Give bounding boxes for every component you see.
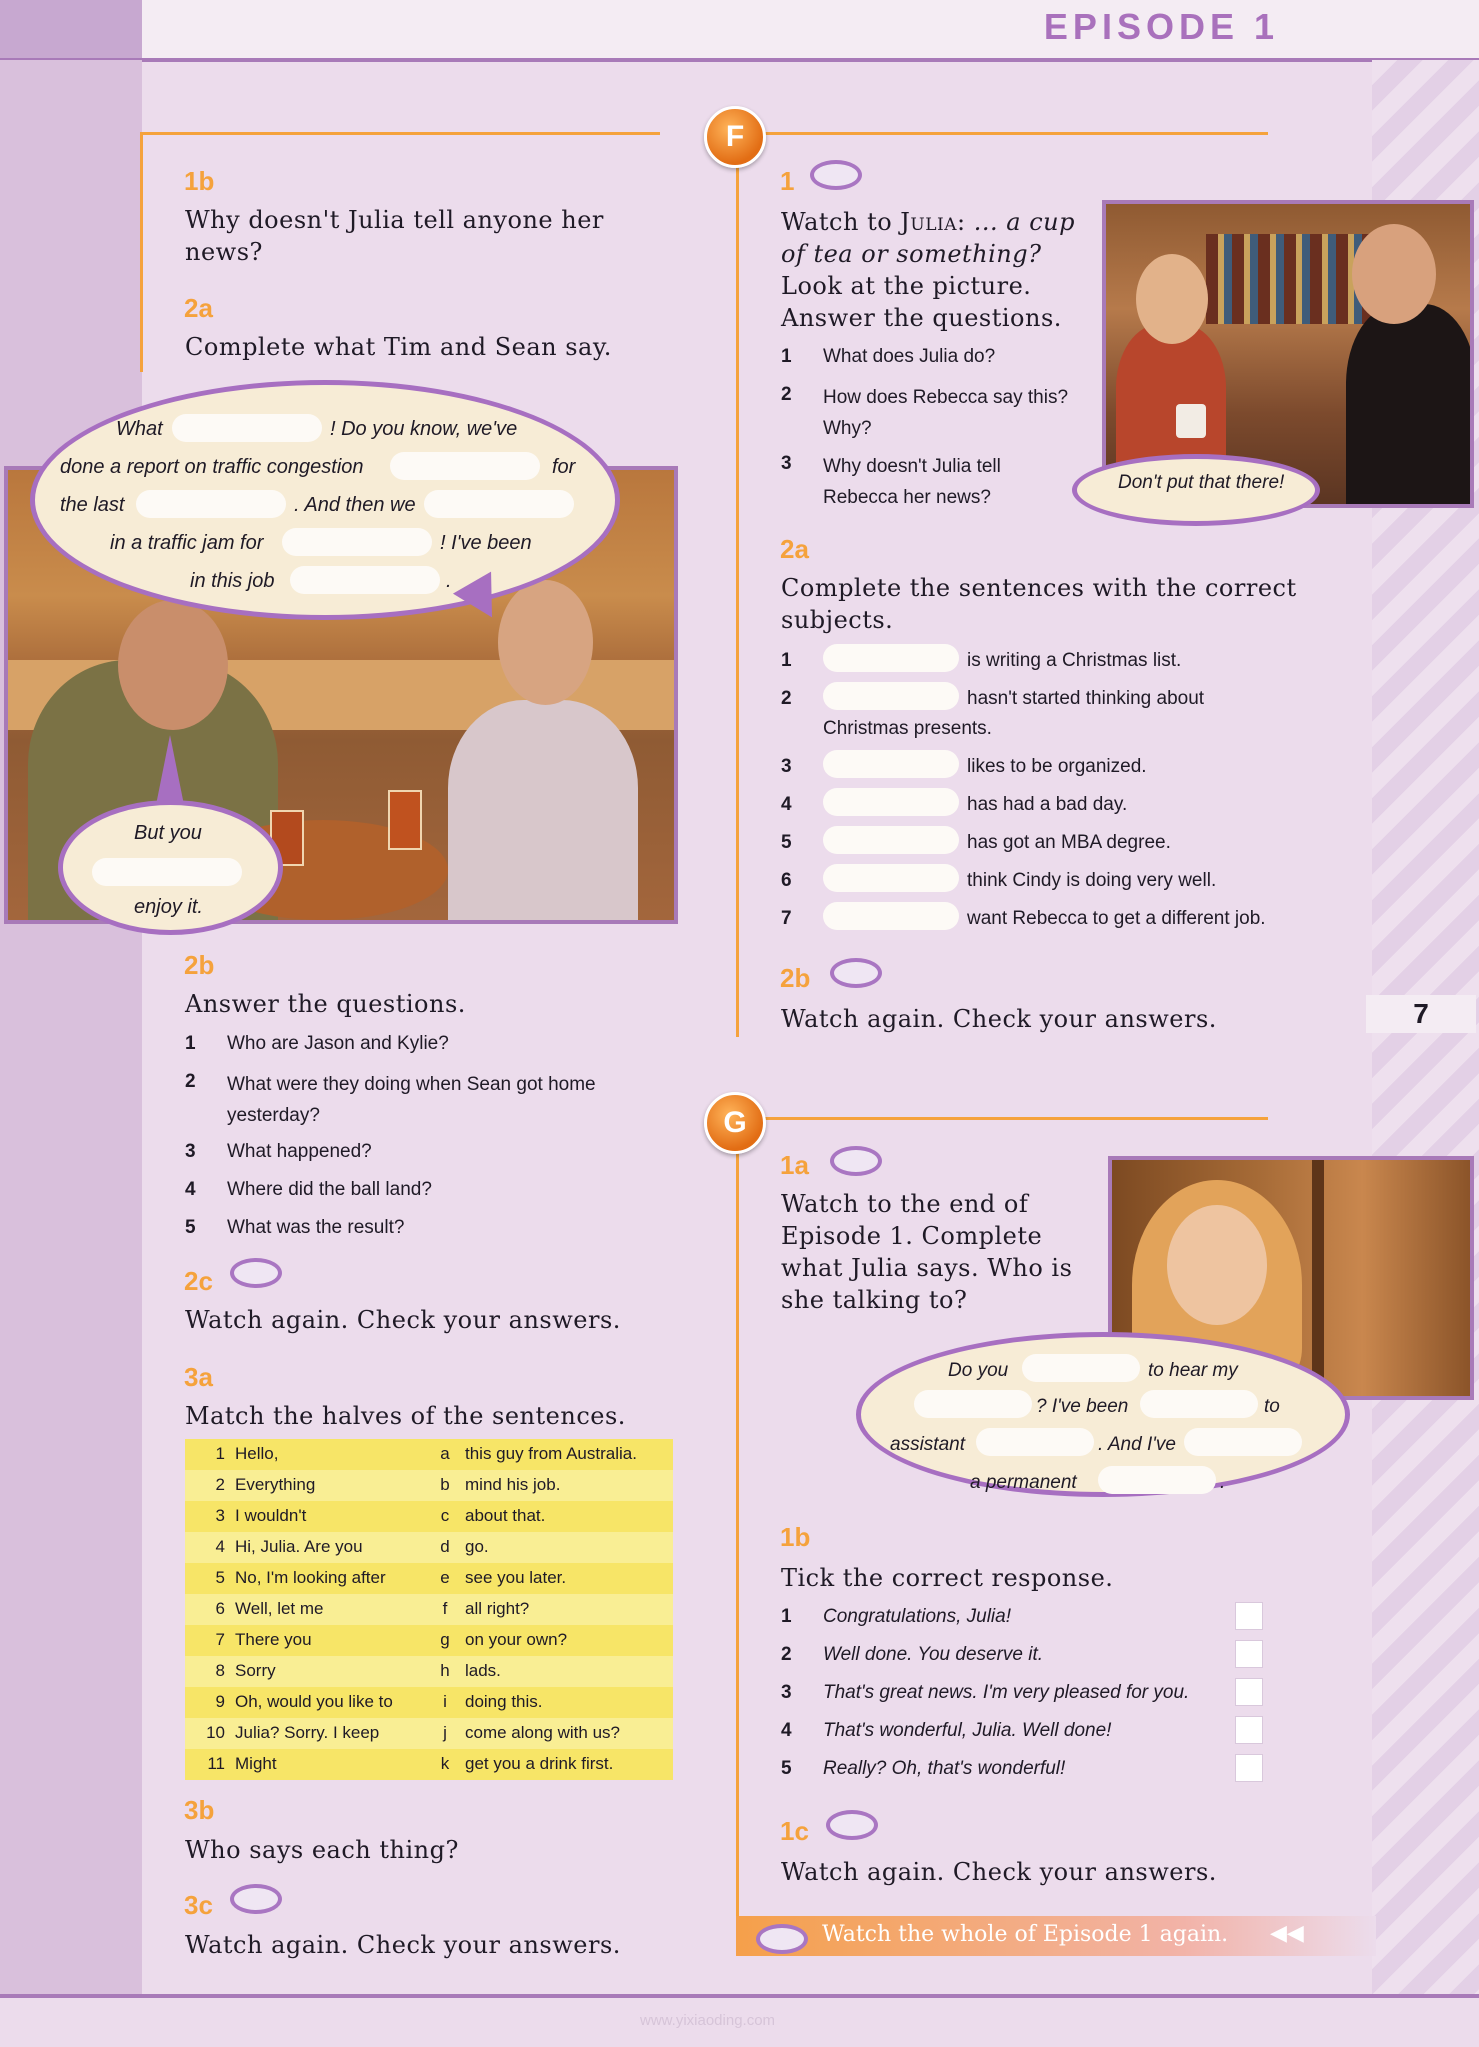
list-item: 2 How does Rebecca say this? Why? [781, 384, 1069, 439]
bubble-text: to hear my [1148, 1360, 1238, 1381]
instruction-heading: Complete what Tim and Sean say. [185, 333, 612, 361]
watermark: www.yixiaoding.com [640, 2012, 776, 2029]
answer-blank[interactable] [823, 826, 959, 854]
answer-blank[interactable] [823, 750, 959, 778]
video-icon [830, 958, 882, 988]
video-icon [810, 160, 862, 190]
section-number: 1c [780, 1816, 809, 1846]
instruction-heading: Answer the questions. [185, 990, 466, 1018]
section-number: 2b [184, 950, 215, 980]
instruction-heading: Why doesn't Julia tell anyone her news? [185, 206, 604, 266]
bubble-text: . And then we [294, 494, 416, 516]
section-f-rule-vertical [736, 132, 739, 1037]
answer-blank[interactable] [290, 566, 440, 594]
table-row: 6 Well, let me f all right? [185, 1594, 673, 1625]
table-row: 5 No, I'm looking after e see you later. [185, 1563, 673, 1594]
answer-blank[interactable] [92, 858, 242, 886]
bookshelf [1206, 234, 1376, 324]
section-f-badge: F [704, 106, 766, 168]
video-icon [756, 1924, 808, 1954]
rebecca [1346, 304, 1474, 504]
table-row: 1 Hello, a this guy from Australia. [185, 1439, 673, 1470]
left-section-rule [140, 132, 660, 135]
young-man-head [498, 580, 593, 705]
table-row: 11 Might k get you a drink first. [185, 1749, 673, 1780]
answer-blank[interactable] [1022, 1354, 1140, 1382]
answer-blank[interactable] [1184, 1428, 1302, 1456]
top-rule [0, 58, 1479, 62]
answer-blank[interactable] [976, 1428, 1094, 1456]
matching-table [185, 1439, 673, 1780]
video-icon [826, 1810, 878, 1840]
episode-title: EPISODE 1 [1043, 6, 1279, 47]
instruction-heading: Watch to Julia: ... a cup of tea or something? Look at the picture. Answer the questions. [781, 208, 1075, 332]
bubble-text: But you [134, 822, 202, 844]
tick-box[interactable] [1235, 1716, 1263, 1744]
left-margin-strip [0, 60, 142, 1996]
rewind-icon: ◀◀ [1270, 1920, 1304, 1945]
bubble-text: ! Do you know, we've [330, 418, 518, 440]
instruction-heading: Watch again. Check your answers. [185, 1306, 621, 1334]
bubble-text: assistant [890, 1434, 965, 1455]
section-number: 3a [184, 1362, 213, 1392]
bubble-text: done a report on traffic congestion [60, 456, 364, 478]
bubble-text: enjoy it. [134, 896, 203, 918]
bubble-text: to [1264, 1396, 1280, 1417]
section-g-rule-vertical [736, 1117, 739, 1917]
table-row: 4 Hi, Julia. Are you d go. [185, 1532, 673, 1563]
table-row: 9 Oh, would you like to i doing this. [185, 1687, 673, 1718]
section-g-badge: G [704, 1092, 766, 1154]
mug [1176, 404, 1206, 438]
table-row: 8 Sorry h lads. [185, 1656, 673, 1687]
bubble-text: a permanent [970, 1472, 1077, 1493]
answer-blank[interactable] [136, 490, 286, 518]
answer-blank[interactable] [823, 788, 959, 816]
section-g-rule [736, 1117, 1268, 1120]
answer-blank[interactable] [1140, 1390, 1258, 1418]
section-number: 2a [780, 534, 809, 564]
tick-box[interactable] [1235, 1640, 1263, 1668]
table-row: 7 There you g on your own? [185, 1625, 673, 1656]
answer-blank[interactable] [823, 682, 959, 710]
bubble-text: in a traffic jam for [110, 532, 264, 554]
bubble-text: . [1220, 1472, 1226, 1493]
tick-box[interactable] [1235, 1678, 1263, 1706]
bubble-text: ? I've been [1036, 1396, 1129, 1417]
bubble-text: in this job [190, 570, 275, 592]
section-number: 2b [780, 963, 811, 993]
table-row: 3 I wouldn't c about that. [185, 1501, 673, 1532]
answer-blank[interactable] [823, 902, 959, 930]
bubble-text: ! I've been [440, 532, 532, 554]
answer-blank[interactable] [282, 528, 432, 556]
answer-blank[interactable] [823, 644, 959, 672]
julia-face [1167, 1205, 1267, 1325]
section-number: 1b [184, 166, 215, 196]
tick-box[interactable] [1235, 1754, 1263, 1782]
section-number: 2a [184, 293, 213, 323]
video-icon [230, 1258, 282, 1288]
bubble-text: . And I've [1098, 1434, 1176, 1455]
instruction-heading: Watch again. Check your answers. [781, 1858, 1217, 1886]
section-number: 1 [780, 166, 795, 196]
bubble-text: Do you [948, 1360, 1009, 1381]
page-number: 7 [1366, 995, 1476, 1033]
footer-text: Watch the whole of Episode 1 again. [822, 1922, 1229, 1947]
instruction-heading: Match the halves of the sentences. [185, 1402, 626, 1430]
top-bar-strip [0, 0, 142, 60]
list-item: 2 What were they doing when Sean got home yesterday? [185, 1071, 596, 1126]
answer-blank[interactable] [390, 452, 540, 480]
man-head [118, 600, 228, 730]
section-number: 1a [780, 1150, 809, 1180]
beer-glass [388, 790, 422, 850]
section-f-rule [736, 132, 1268, 135]
bubble-text: . [446, 570, 452, 592]
bubble-text: the last [60, 494, 125, 516]
section-number: 1b [780, 1522, 811, 1552]
answer-blank[interactable] [823, 864, 959, 892]
bubble-text: What [116, 418, 163, 440]
instruction-heading: Tick the correct response. [781, 1564, 1114, 1592]
answer-blank[interactable] [172, 414, 322, 442]
julia-head [1136, 254, 1208, 344]
answer-blank[interactable] [1098, 1466, 1216, 1494]
tick-box[interactable] [1235, 1602, 1263, 1630]
video-icon [230, 1884, 282, 1914]
bubble-text: for [552, 456, 576, 478]
answer-blank[interactable] [424, 490, 574, 518]
section-number: 2c [184, 1266, 213, 1296]
table-row: 2 Everything b mind his job. [185, 1470, 673, 1501]
section-number: 3c [184, 1890, 213, 1920]
answer-blank[interactable] [914, 1390, 1032, 1418]
instruction-heading: Watch to the end of Episode 1. Complete what Julia says. Who is she talking to? [781, 1190, 1073, 1314]
instruction-heading: Watch again. Check your answers. [185, 1931, 621, 1959]
list-item: 2 hasn't started thinking about Christmas presents. [781, 686, 1341, 740]
rebecca-head [1352, 224, 1436, 324]
young-man-sweater [448, 700, 638, 920]
bubble-text: Don't put that there! [1118, 472, 1285, 493]
list-item: 3 Why doesn't Julia tell Rebecca her news? [781, 453, 1001, 508]
door-frame [1312, 1160, 1324, 1396]
left-section-rule-vertical [140, 132, 143, 372]
instruction-heading: Complete the sentences with the correct subjects. [781, 574, 1297, 634]
instruction-heading: Who says each thing? [185, 1836, 459, 1864]
video-icon [830, 1146, 882, 1176]
section-number: 3b [184, 1795, 215, 1825]
instruction-heading: Watch again. Check your answers. [781, 1005, 1217, 1033]
table-row: 10 Julia? Sorry. I keep j come along with us? [185, 1718, 673, 1749]
